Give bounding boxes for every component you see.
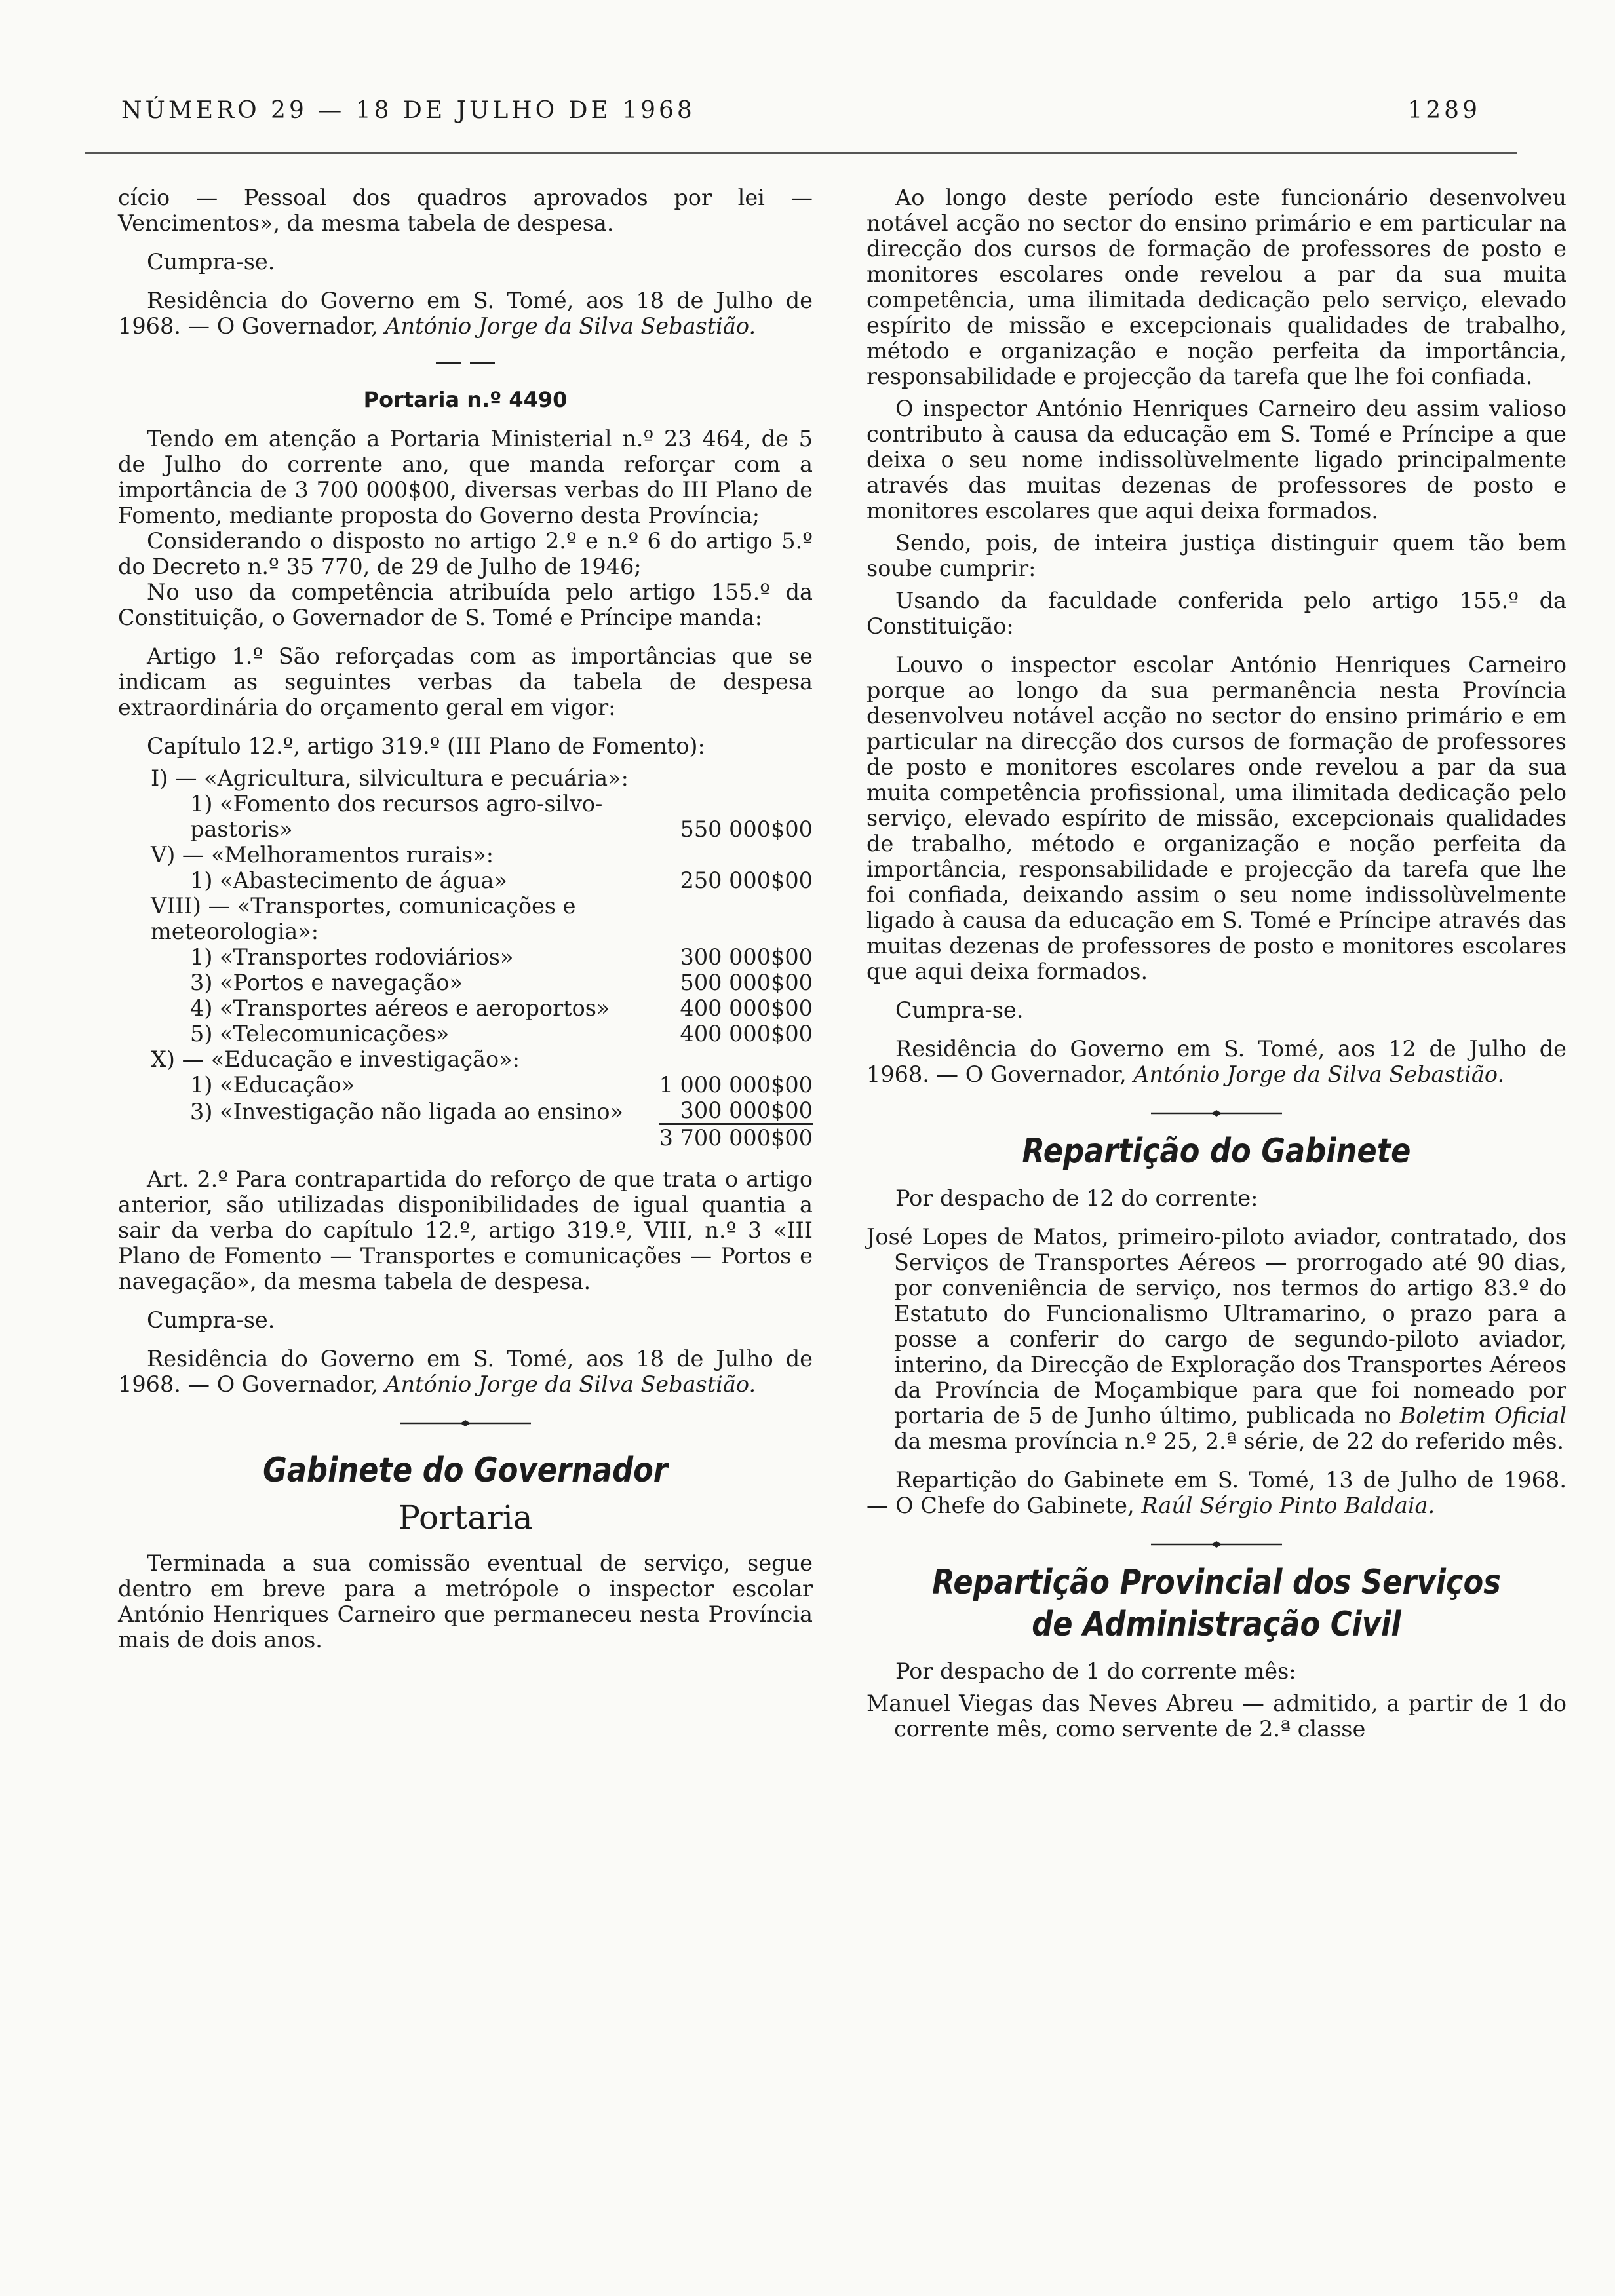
tendo-paragraph: Tendo em atenção a Portaria Ministerial n.º 23 464, de 5 de Julho do corrente ano, que manda reforçar com a importância de 3 700 000$00, diversas verbas do III Plano de Fomento, mediante proposta do Governo desta Província; (118, 426, 813, 528)
budget-item-amount: 400 000$00 (680, 995, 813, 1021)
sendo-paragraph: Sendo, pois, de inteira justiça distinguir quem tão bem soube cumprir: (866, 530, 1566, 581)
page-number: 1289 (1407, 97, 1481, 124)
budget-item-label: 4) «Transportes aéreos e aeroportos» (190, 995, 610, 1021)
jose-lopes-paragraph: José Lopes de Matos, primeiro-piloto aviador, contratado, dos Serviços de Transportes Aéreos — prorrogado até 90 dias, por conveniência de serviço, nos termos do artigo 83.º do Estatuto do Funcionalismo Ultramarino, o prazo para a posse a conferir do cargo de segundo-piloto aviador, interino, da Direcção de Exploração dos Transportes Aéreos da Província de Moçambique para que foi nomeado por portaria de 5 de Junho último, publicada no Boletim Oficial da mesma província n.º 25, 2.ª série, de 22 do referido mês. (866, 1224, 1566, 1454)
budget-item-label: 5) «Telecomunicações» (190, 1021, 450, 1046)
header-rule (85, 152, 1517, 154)
governor-name: António Jorge da Silva Sebastião. (1133, 1062, 1505, 1087)
budget-total: 3 700 000$00 (659, 1125, 813, 1151)
budget-row (118, 1072, 813, 1098)
usando-paragraph: Usando da faculdade conferida pelo artigo 155.º da Constituição: (866, 588, 1566, 639)
diamond-separator (1151, 1540, 1282, 1548)
section-title-line-1: Repartição Provincial dos Serviços (932, 1563, 1501, 1602)
budget-item-amount (659, 765, 813, 791)
budget-table (118, 765, 813, 1153)
terminada-paragraph: Terminada a sua comissão eventual de serviço, segue dentro em breve para a metrópole o inspector escolar António Henriques Carneiro que permaneceu nesta Província mais de dois anos. (118, 1550, 813, 1653)
artigo-1-paragraph: Artigo 1.º São reforçadas com as importâncias que se indicam as seguintes verbas da tabela de despesa extraordinária do orçamento geral em vigor: (118, 643, 813, 720)
budget-row (118, 765, 813, 791)
budget-row (118, 1098, 813, 1124)
budget-row (118, 1021, 813, 1046)
budget-item-amount: 300 000$00 (680, 1098, 813, 1123)
page-header (121, 97, 1481, 124)
budget-item-amount (659, 842, 813, 868)
budget-row (118, 944, 813, 970)
reparticao-signature: Repartição do Gabinete em S. Tomé, 13 de Julho de 1968. — O Chefe do Gabinete, Raúl Sérgio Pinto Baldaia. (866, 1467, 1566, 1518)
residencia-text: Residência do Governo em S. Tomé, aos 18 de Julho de 1968. — O Governador, António Jorge da Silva Sebastião. (118, 288, 813, 339)
considerando-paragraph: Considerando o disposto no artigo 2.º e n.º 6 do artigo 5.º do Decreto n.º 35 770, de 29 de Julho de 1946; (118, 528, 813, 579)
budget-item-amount: 550 000$00 (680, 816, 813, 842)
ao-longo-paragraph: Ao longo deste período este funcionário desenvolveu notável acção no sector do ensino primário e em particular na direcção dos cursos de formação de professores de posto e monitores escolares onde revelou a par da sua muita competência, uma ilimitada dedicação pelo serviço, elevado espírito de missão e excepcionais qualidades de trabalho, método e organização e noção perfeita da importância, responsabilidade e projecção da tarefa que lhe foi confiada. (866, 185, 1566, 389)
portaria-number: Portaria n.º 4490 (363, 387, 568, 412)
louvo-paragraph: Louvo o inspector escolar António Henriques Carneiro porque ao longo da sua permanência nesta Província desenvolveu notável acção no sector do ensino primário e em particular na direcção dos cursos de formação de professores de posto e monitores escolares onde revelou a par da sua muita competência profissional, uma ilimitada dedicação pelo serviço, elevado espírito de missão, excepcionais qualidades de trabalho, método e organização e noção perfeita da importância, responsabilidade e projecção da tarefa que lhe foi confiada, deixando assim o seu nome indissolùvelmente ligado à causa da educação em S. Tomé e Príncipe através das muitas dezenas de professores de posto e monitores escolares que aqui deixa formados. (866, 652, 1566, 984)
budget-item-label: 1) «Educação» (190, 1072, 355, 1098)
right-column (866, 185, 1566, 1742)
cumpra-se-text: Cumpra-se. (147, 249, 275, 275)
residencia-text: Residência do Governo em S. Tomé, aos 12 de Julho de 1968. — O Governador, António Jorge da Silva Sebastião. (866, 1036, 1566, 1087)
budget-item-label: V) — «Melhoramentos rurais»: (151, 842, 494, 868)
continuation-text: cício — Pessoal dos quadros aprovados por lei — Vencimentos», da mesma tabela de despesa. (118, 185, 813, 236)
chefe-name: Raúl Sérgio Pinto Baldaia. (1141, 1493, 1435, 1518)
budget-row (118, 791, 813, 842)
por-despacho-line: Por despacho de 12 do corrente: (895, 1185, 1258, 1211)
issue-line: NÚMERO 29 — 18 DE JULHO DE 1968 (121, 97, 695, 124)
budget-item-label: 3) «Investigação não ligada ao ensino» (190, 1098, 624, 1124)
budget-item-amount (659, 893, 813, 944)
o-inspector-paragraph: O inspector António Henriques Carneiro deu assim valioso contributo à causa da educação em S. Tomé e Príncipe a que deixa o seu nome indissolùvelmente ligado principalmente através das muitas dezenas de professores de posto e monitores escolares que aqui deixa formados. (866, 396, 1566, 524)
budget-item-label: 1) «Fomento dos recursos agro-silvo-pastoris» (190, 791, 603, 842)
capitulo-line: Capítulo 12.º, artigo 319.º (III Plano de Fomento): (147, 733, 705, 759)
cumpra-se-text: Cumpra-se. (147, 1307, 275, 1333)
budget-item-label: 3) «Portos e navegação» (190, 970, 463, 995)
governor-name: António Jorge da Silva Sebastião. (385, 313, 756, 339)
budget-item-label: 1) «Transportes rodoviários» (190, 944, 514, 970)
residencia-text: Residência do Governo em S. Tomé, aos 18 de Julho de 1968. — O Governador, António Jorge da Silva Sebastião. (118, 1346, 813, 1397)
boletim-title: Boletim Oficial (1399, 1403, 1566, 1428)
section-title-line-2: de Administração Civil (1032, 1605, 1401, 1644)
budget-row (118, 995, 813, 1021)
art-2-paragraph: Art. 2.º Para contrapartida do reforço de que trata o artigo anterior, são utilizadas disponibilidades de igual quantia a sair da verba do capítulo 12.º, artigo 319.º, VIII, n.º 3 «III Plano de Fomento — Transportes e comunicações — Portos e navegação», da mesma tabela de despesa. (118, 1166, 813, 1294)
budget-item-amount: 250 000$00 (680, 868, 813, 893)
diamond-separator (1151, 1109, 1282, 1117)
manuel-paragraph: Manuel Viegas das Neves Abreu — admitido, a partir de 1 do corrente mês, como servente de 2.ª classe (866, 1691, 1566, 1742)
portaria-subtitle: Portaria (398, 1499, 533, 1537)
budget-item-label: VIII) — «Transportes, comunicações e meteorologia»: (151, 893, 576, 944)
section-title: Repartição do Gabinete (1022, 1132, 1411, 1171)
left-column (118, 185, 813, 1653)
budget-item-amount (659, 1046, 813, 1072)
budget-row (118, 1046, 813, 1072)
budget-item-amount: 500 000$00 (680, 970, 813, 995)
budget-item-amount: 300 000$00 (680, 944, 813, 970)
budget-row (118, 842, 813, 868)
budget-total-row (118, 1124, 813, 1153)
budget-row (118, 970, 813, 995)
diamond-separator (400, 1419, 531, 1427)
governor-name: António Jorge da Silva Sebastião. (385, 1371, 756, 1397)
por-despacho-line: Por despacho de 1 do corrente mês: (895, 1658, 1296, 1684)
no-uso-paragraph: No uso da competência atribuída pelo artigo 155.º da Constituição, o Governador de S. Tomé e Príncipe manda: (118, 579, 813, 630)
budget-row (118, 868, 813, 893)
budget-row (118, 893, 813, 944)
budget-item-amount: 1 000 000$00 (659, 1072, 813, 1098)
cumpra-se-text: Cumpra-se. (895, 997, 1024, 1023)
budget-item-label: 1) «Abastecimento de água» (190, 868, 507, 893)
budget-item-amount: 400 000$00 (680, 1021, 813, 1046)
budget-item-label: X) — «Educação e investigação»: (151, 1046, 520, 1072)
budget-item-label: I) — «Agricultura, silvicultura e pecuária»: (151, 765, 629, 791)
section-title: Gabinete do Governador (263, 1451, 668, 1490)
